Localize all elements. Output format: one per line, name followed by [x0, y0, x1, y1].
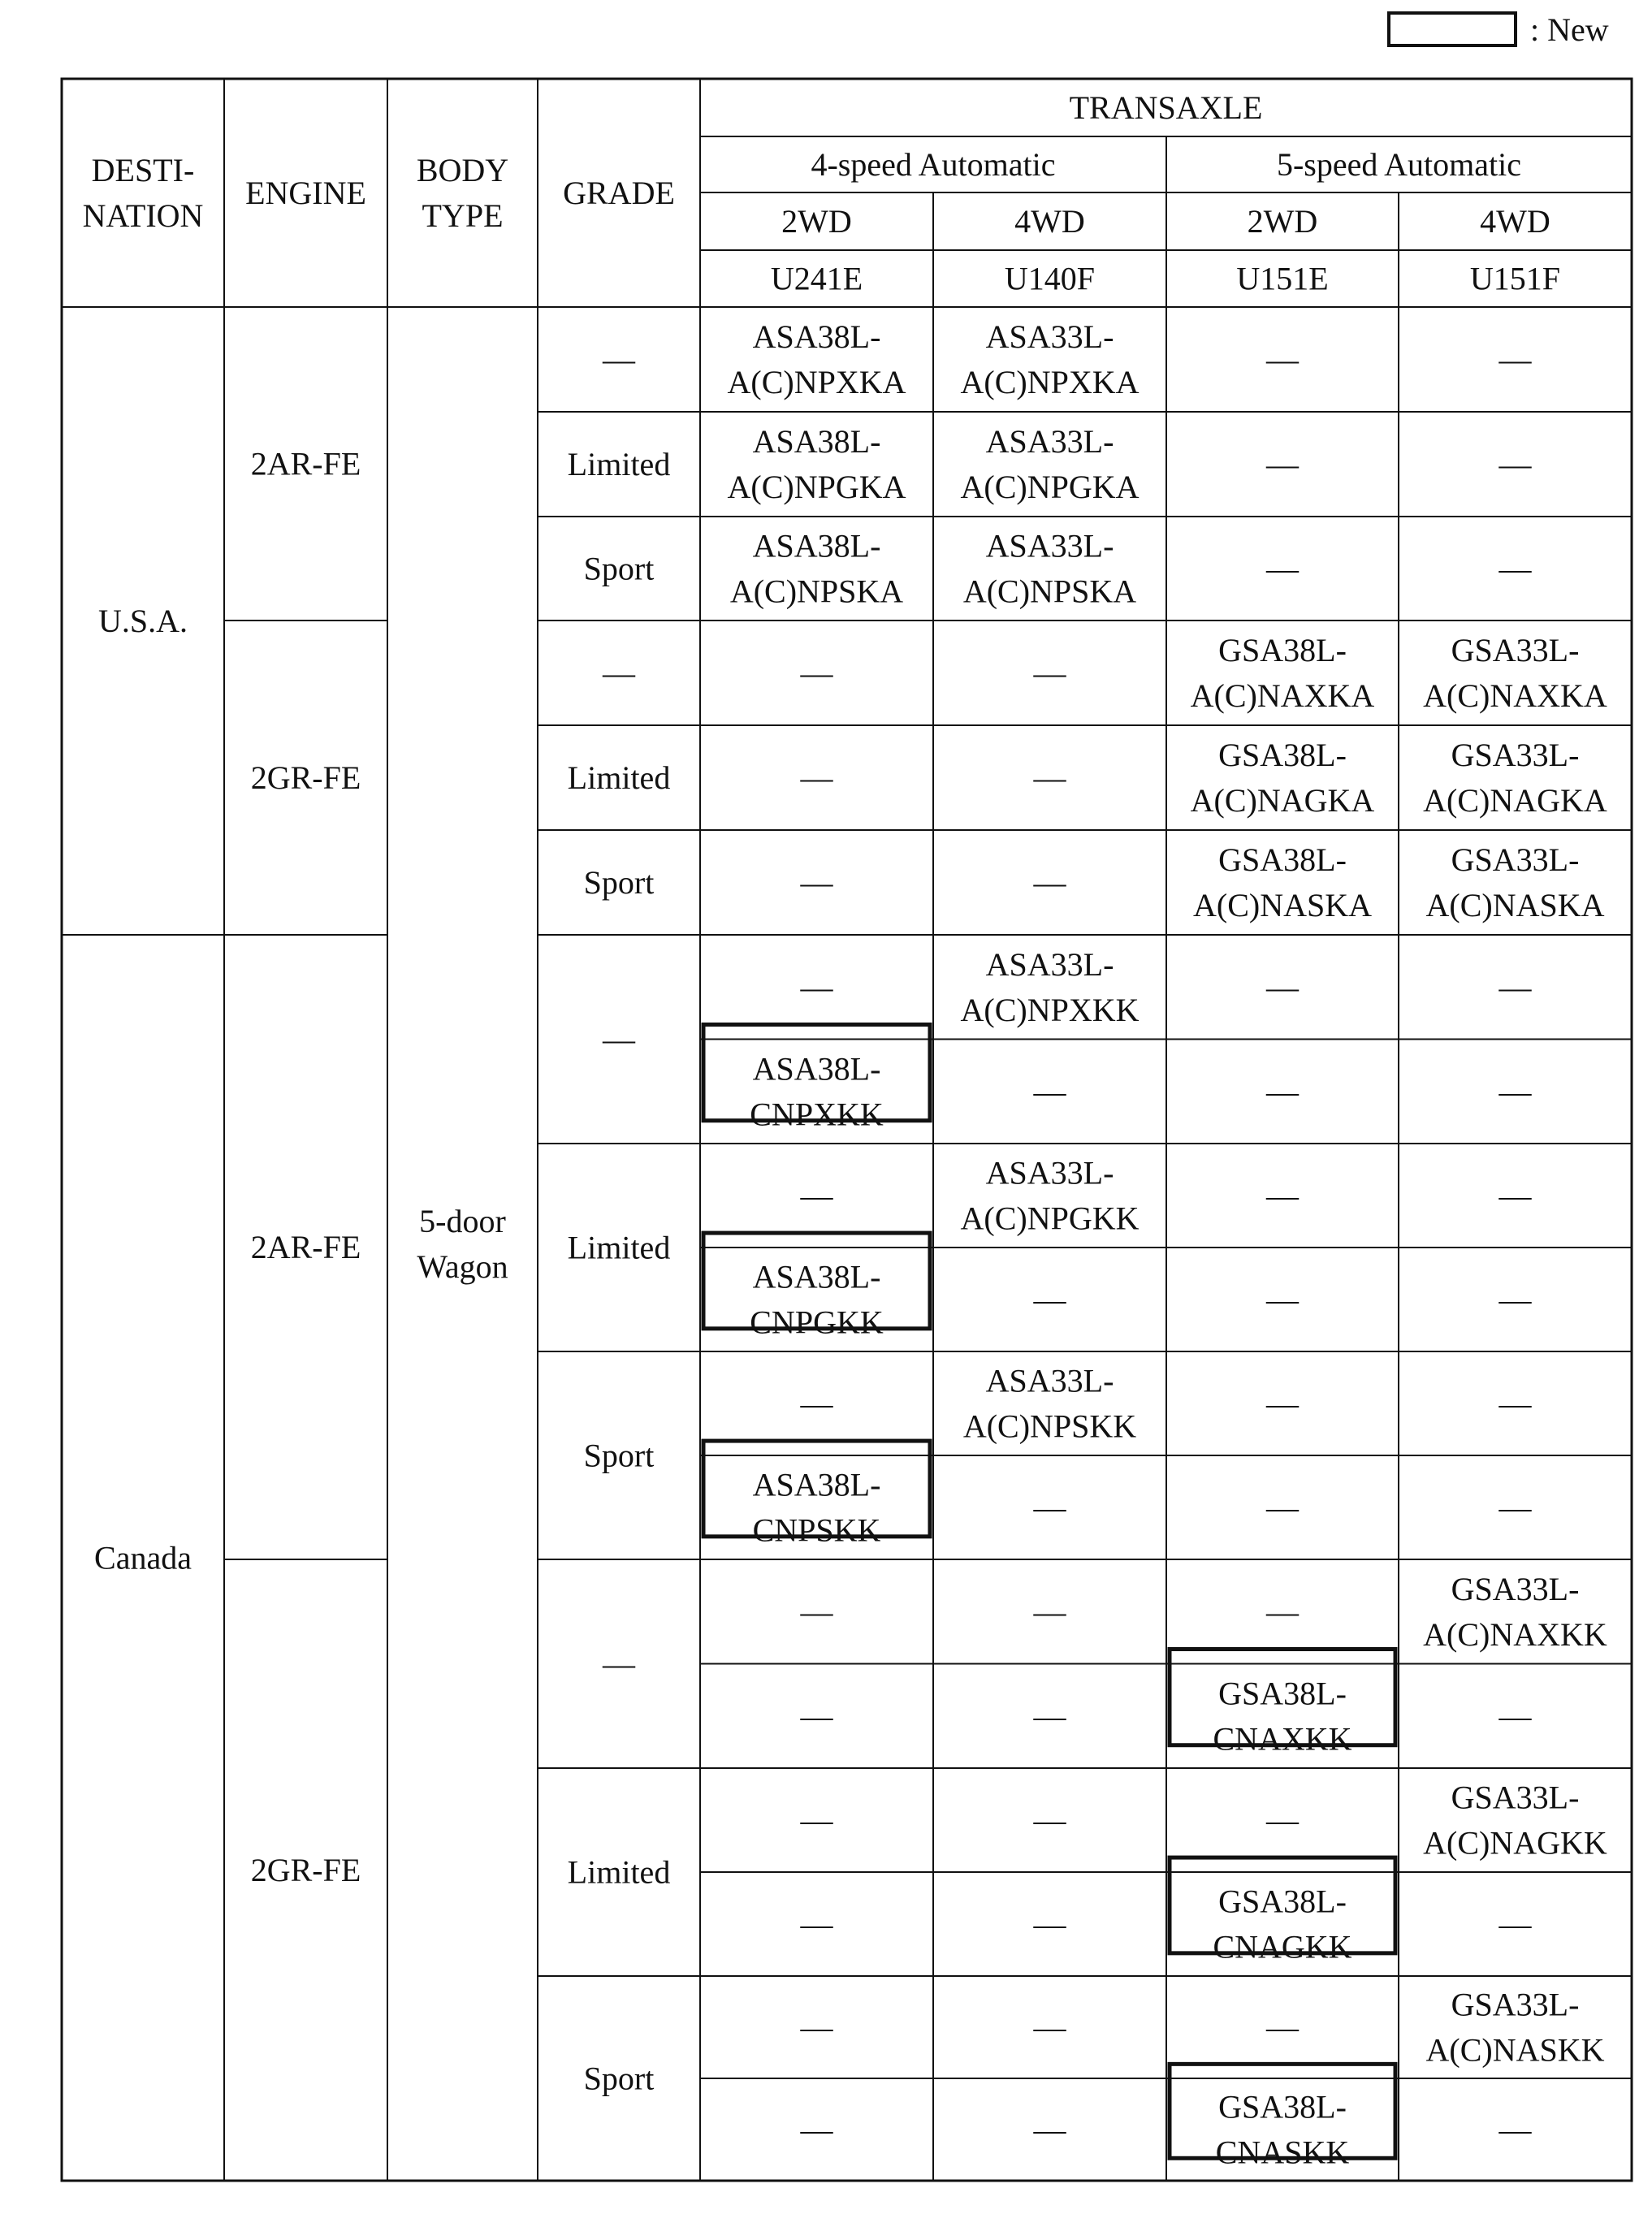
- model-code-cell: —: [1033, 759, 1066, 796]
- model-code-cell: —: [800, 1697, 833, 1735]
- model-code-cell: —: [1498, 550, 1532, 587]
- header-drive: 4WD: [1014, 203, 1085, 240]
- model-code-cell-line-1: GSA33L-: [1451, 737, 1580, 773]
- model-code-cell-line-2: A(C)NAGKA: [1190, 782, 1375, 819]
- engine-label: 2AR-FE: [250, 445, 361, 482]
- grade-label: —: [603, 1645, 635, 1682]
- grade-label: —: [603, 341, 635, 378]
- destination-canada: Canada: [94, 1539, 192, 1576]
- model-code-cell: —: [1498, 341, 1532, 378]
- model-code-cell: —: [1498, 1177, 1532, 1214]
- destination-usa: U.S.A.: [97, 603, 188, 639]
- model-code-cell: —: [800, 2111, 833, 2148]
- model-code-cell-line-1: GSA33L-: [1451, 1779, 1580, 1816]
- header-destination-line-2: NATION: [82, 197, 204, 234]
- grade-label: —: [603, 1021, 635, 1057]
- model-code-cell-line-2: A(C)NAXKA: [1423, 677, 1607, 714]
- header-drive: 2WD: [1247, 203, 1318, 240]
- model-code-cell: —: [800, 864, 833, 901]
- model-code-cell: —: [1498, 446, 1532, 482]
- model-code-cell-line-1: GSA33L-: [1451, 632, 1580, 668]
- header-4-speed: 4-speed Automatic: [811, 146, 1056, 183]
- model-code-cell-line-2: CNASKK: [1215, 2134, 1350, 2171]
- model-code-cell-line-2: CNPGKK: [750, 1304, 884, 1341]
- model-code-cell: —: [1033, 1073, 1066, 1110]
- model-code-cell: —: [1498, 1697, 1532, 1735]
- model-code-cell-line-1: GSA38L-: [1218, 1675, 1347, 1712]
- model-code-cell-line-2: A(C)NAXKA: [1190, 677, 1375, 714]
- model-code-cell: —: [1033, 1905, 1066, 1943]
- model-code-cell-line-2: A(C)NASKA: [1193, 887, 1372, 923]
- model-code-cell-line-1: ASA38L-: [752, 1466, 881, 1503]
- header-transaxle-code: U151E: [1236, 260, 1329, 297]
- model-code-cell: —: [1266, 1177, 1299, 1214]
- model-code-cell-line-1: ASA38L-: [752, 527, 881, 564]
- model-code-cell: —: [1033, 2009, 1066, 2046]
- engine-label: 2GR-FE: [250, 759, 361, 796]
- model-code-cell: —: [1266, 341, 1299, 378]
- model-code-cell-line-1: GSA38L-: [1218, 632, 1347, 668]
- header-transaxle: TRANSAXLE: [1069, 89, 1263, 126]
- header-destination-line-1: DESTI-: [91, 152, 195, 188]
- model-code-cell: —: [800, 759, 833, 796]
- header-transaxle-code: U241E: [770, 260, 863, 297]
- model-code-cell: —: [1033, 1281, 1066, 1318]
- model-code-cell-line-2: CNAGKK: [1213, 1928, 1352, 1965]
- grade-label: Limited: [567, 446, 671, 482]
- header-engine: ENGINE: [245, 175, 366, 211]
- model-code-cell-line-1: GSA38L-: [1218, 841, 1347, 878]
- model-code-cell-line-1: ASA33L-: [985, 1154, 1114, 1191]
- grade-label: Limited: [567, 1229, 671, 1266]
- model-code-cell: —: [1266, 1385, 1299, 1422]
- model-code-cell: —: [1266, 1593, 1299, 1630]
- model-code-cell-line-1: GSA38L-: [1218, 1883, 1347, 1920]
- model-code-cell-line-2: CNAXKK: [1213, 1720, 1352, 1758]
- body-type-value-line-2: Wagon: [417, 1248, 508, 1285]
- model-code-cell-line-1: ASA33L-: [985, 945, 1114, 983]
- model-code-cell: —: [1266, 2009, 1299, 2046]
- model-code-cell: —: [1498, 1073, 1532, 1110]
- model-code-cell-line-1: ASA33L-: [985, 527, 1114, 564]
- model-code-cell-line-1: ASA38L-: [752, 1258, 881, 1295]
- model-code-cell: —: [1033, 1697, 1066, 1735]
- model-code-cell-line-2: A(C)NPGKA: [727, 469, 906, 505]
- model-code-cell: —: [1498, 2111, 1532, 2148]
- model-code-cell-line-2: A(C)NAGKA: [1423, 782, 1607, 819]
- model-code-cell: —: [800, 655, 833, 691]
- header-5-speed: 5-speed Automatic: [1276, 146, 1522, 183]
- model-code-cell: —: [800, 2009, 833, 2046]
- model-code-cell: —: [1033, 1489, 1066, 1526]
- model-code-cell: —: [1266, 1489, 1299, 1526]
- model-code-cell-line-2: A(C)NPSKA: [729, 573, 904, 610]
- model-code-cell-line-1: ASA33L-: [985, 423, 1114, 460]
- model-code-cell-line-2: A(C)NPSKA: [962, 573, 1137, 610]
- model-code-cell-line-2: CNPSKK: [752, 1511, 881, 1549]
- model-code-cell: —: [1498, 1905, 1532, 1943]
- header-transaxle-code: U151F: [1469, 260, 1561, 297]
- model-code-cell: —: [800, 1593, 833, 1630]
- model-code-cell: —: [1498, 1281, 1532, 1318]
- engine-label: 2GR-FE: [250, 1852, 361, 1888]
- model-code-cell-line-2: A(C)NAGKK: [1423, 1824, 1607, 1862]
- model-code-cell: —: [1033, 864, 1066, 901]
- model-code-cell: —: [800, 1801, 833, 1839]
- model-code-cell-line-1: ASA38L-: [752, 423, 881, 460]
- model-code-cell: —: [1498, 1489, 1532, 1526]
- model-code-cell: —: [1266, 1073, 1299, 1110]
- model-code-cell-line-2: CNPXKK: [750, 1096, 884, 1133]
- grade-label: —: [603, 655, 635, 691]
- header-body-type-line-1: BODY: [416, 152, 509, 188]
- model-code-cell: —: [1498, 1385, 1532, 1422]
- model-code-cell-line-1: ASA38L-: [752, 1050, 881, 1088]
- grade-label: Sport: [583, 2060, 655, 2097]
- model-code-cell: —: [1266, 1801, 1299, 1839]
- model-code-cell: —: [1266, 1281, 1299, 1318]
- model-code-cell: —: [800, 1177, 833, 1214]
- model-code-cell: —: [1266, 446, 1299, 482]
- grade-label: Sport: [583, 550, 655, 587]
- model-code-cell-line-1: GSA33L-: [1451, 841, 1580, 878]
- model-code-cell-line-1: GSA38L-: [1218, 2088, 1347, 2125]
- grade-label: Limited: [567, 759, 671, 796]
- header-body-type-line-2: TYPE: [422, 197, 504, 234]
- model-code-cell: —: [1033, 1801, 1066, 1839]
- model-code-cell-line-1: ASA33L-: [985, 318, 1114, 355]
- model-code-cell-line-1: ASA38L-: [752, 318, 881, 355]
- model-code-cell-line-2: A(C)NASKA: [1425, 887, 1605, 923]
- model-code-cell-line-1: GSA38L-: [1218, 737, 1347, 773]
- model-code-cell-line-1: GSA33L-: [1451, 1986, 1580, 2023]
- model-code-cell-line-2: A(C)NPGKA: [960, 469, 1140, 505]
- model-code-cell-line-2: A(C)NPSKK: [962, 1408, 1137, 1445]
- model-code-cell: —: [800, 1385, 833, 1422]
- model-code-cell: —: [1033, 1593, 1066, 1630]
- model-code-cell: —: [1266, 550, 1299, 587]
- model-code-cell-line-2: A(C)NPXKA: [960, 364, 1140, 400]
- model-code-cell-line-2: A(C)NPXKA: [727, 364, 906, 400]
- model-code-cell-line-2: A(C)NPGKK: [960, 1200, 1140, 1237]
- header-drive: 4WD: [1480, 203, 1550, 240]
- model-code-cell-line-2: A(C)NAXKK: [1423, 1615, 1607, 1653]
- model-code-cell: —: [1033, 2111, 1066, 2148]
- engine-label: 2AR-FE: [250, 1229, 361, 1265]
- header-grade: GRADE: [563, 175, 675, 211]
- grade-label: Sport: [583, 864, 655, 901]
- grade-label: Sport: [583, 1437, 655, 1474]
- model-code-cell: —: [1498, 968, 1532, 1005]
- model-code-cell: —: [1266, 968, 1299, 1005]
- grade-label: Limited: [567, 1853, 671, 1891]
- model-code-cell-line-2: A(C)NASKK: [1425, 2031, 1605, 2069]
- model-code-cell: —: [1033, 655, 1066, 691]
- body-type-value-line-1: 5-door: [419, 1203, 506, 1239]
- model-code-cell-line-2: A(C)NPXKK: [960, 991, 1140, 1028]
- header-transaxle-code: U140F: [1004, 260, 1096, 297]
- new-legend-label: : New: [1530, 11, 1609, 48]
- model-code-cell-line-1: GSA33L-: [1451, 1570, 1580, 1607]
- model-code-cell: —: [800, 968, 833, 1005]
- header-drive: 2WD: [781, 203, 852, 240]
- model-code-cell: —: [800, 1905, 833, 1943]
- model-code-cell-line-1: ASA33L-: [985, 1362, 1114, 1399]
